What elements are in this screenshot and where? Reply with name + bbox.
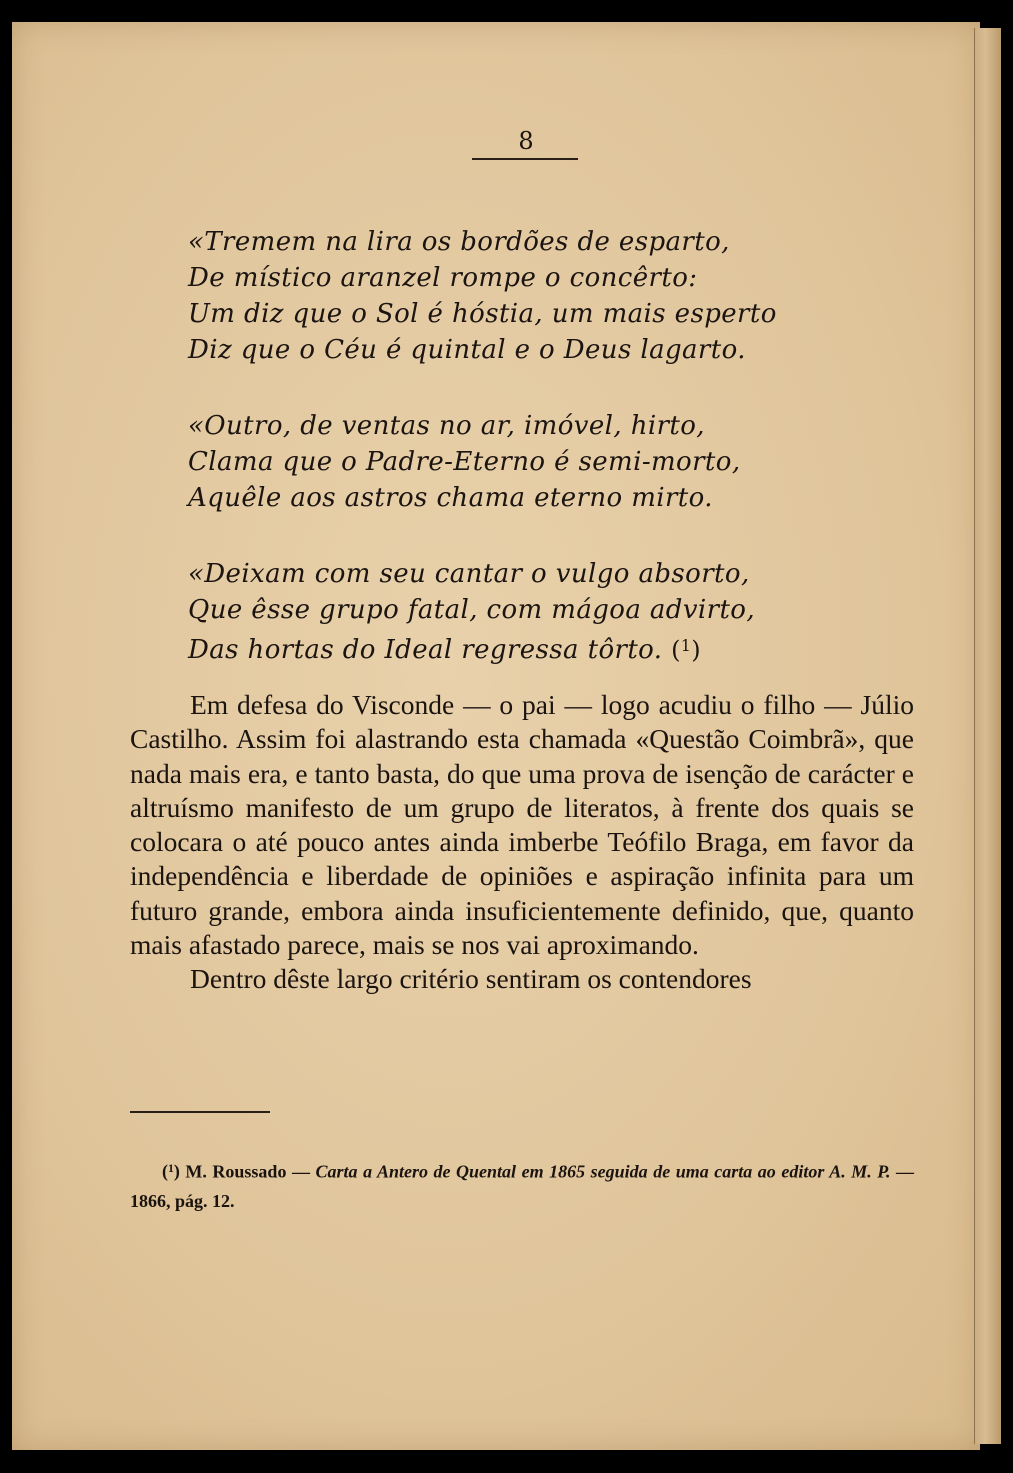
page-number-rule xyxy=(472,158,578,160)
footnote-number: 1 xyxy=(680,637,692,655)
footnote-line-1 xyxy=(130,1154,914,1216)
poem-line-with-footnote xyxy=(188,628,848,664)
poem-line: Diz que o Céu é quintal e o Deus lagarto. xyxy=(188,335,746,365)
poem-line: «Tremem na lira os bordões de esparto, xyxy=(188,227,730,257)
poem-stanza-1 xyxy=(188,224,848,368)
poem-line: Aquêle aos astros chama eterno mirto. xyxy=(188,483,713,513)
poem-line: Clama que o Padre-Eterno é semi-morto, xyxy=(188,447,741,477)
footnote-separator xyxy=(130,1111,270,1113)
footnote-details: — 1866, pág. 12. xyxy=(130,1161,915,1212)
poem-line: «Deixam com seu cantar o vulgo absorto, xyxy=(188,559,750,589)
poem-stanza-2 xyxy=(188,408,848,516)
poem-line-text: Das hortas do Ideal regressa tôrto. xyxy=(188,635,663,666)
poem xyxy=(188,224,848,704)
poem-stanza-3 xyxy=(188,556,848,664)
poem-line: De místico aranzel rompe o concêrto: xyxy=(188,263,698,293)
footnote-title: Carta a Antero de Quental em 1865 seguida de uma carta ao editor A. M. P. xyxy=(315,1161,891,1182)
body-paragraph-2: Dentro dêste largo critério sentiram os contendores xyxy=(190,963,752,995)
footnote xyxy=(130,1154,914,1216)
footnote-marker: ($^1$) xyxy=(162,1161,180,1182)
body-text xyxy=(130,688,914,997)
poem-line: Um diz que o Sol é hóstia, um mais esperto xyxy=(188,299,777,329)
next-page-edge xyxy=(974,28,1001,1444)
page-number: 8 xyxy=(518,127,534,155)
body-paragraph-1: Em defesa do Visconde — o pai — logo acudiu o filho — Júlio Castilho. Assim foi alastrando esta chamada «Questão Coimbrã», que nada mais era, e tanto basta, do que uma prova de isenção de carácter e altruísmo manifesto de um grupo de literatos, à frente dos quais se colocara o até pouco antes ainda imberbe Teófilo Braga, em favor da independência e liberdade de opiniões e aspiração infinita para um futuro grande, embora ainda insuficientemente definido, que, quanto mais afastado parece, mais se nos vai aproximando. xyxy=(130,689,914,961)
footnote-author: M. Roussado — xyxy=(185,1161,310,1182)
footnote-reference: ($^1$) xyxy=(671,636,701,665)
poem-line: «Outro, de ventas no ar, imóvel, hirto, xyxy=(188,411,705,441)
footnote-number: 1 xyxy=(168,1162,174,1175)
poem-line: Que êsse grupo fatal, com mágoa advirto, xyxy=(188,595,756,625)
